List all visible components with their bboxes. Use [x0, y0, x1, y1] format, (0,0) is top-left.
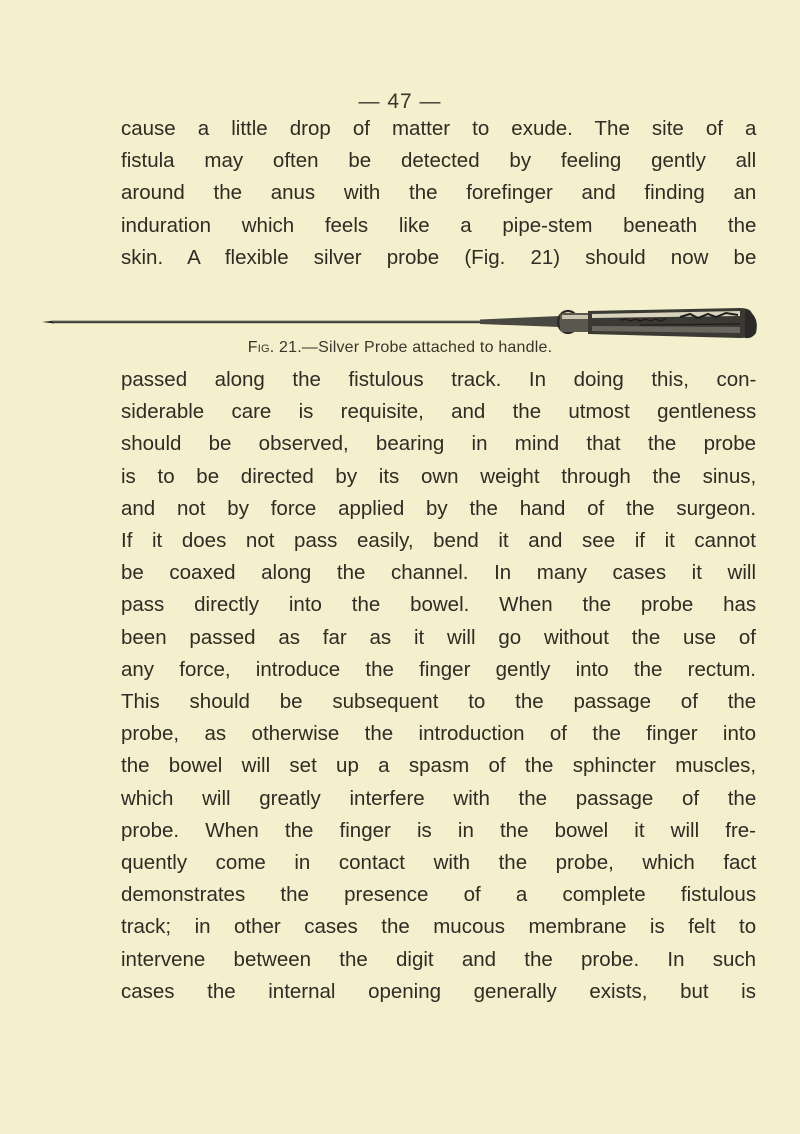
text-line: probe. When the finger is in the bowel it will fre-: [121, 818, 756, 842]
figure-caption-text: —Silver Probe attached to handle.: [301, 339, 553, 356]
text-line: track; in other cases the mucous membrane is felt to: [121, 915, 757, 939]
paragraph-1: [121, 113, 756, 274]
text-line: pass directly into the bowel. When the probe has: [121, 593, 757, 617]
text-line: passed along the fistulous track. In doing this, con-: [121, 368, 757, 391]
text-line: cases the internal opening generally exists, but is: [121, 979, 756, 1003]
text-line: the bowel will set up a spasm of the sphincter muscles,: [121, 754, 757, 778]
text-line: demonstrates the presence of a complete fistulous: [121, 883, 757, 907]
figure-label: Fig. 21.: [247, 339, 302, 356]
text-line: cause a little drop of matter to exude. The site of a: [121, 117, 757, 140]
text-line: is to be directed by its own weight through the sinus,: [121, 464, 757, 488]
page-number: — 47 —: [358, 90, 442, 113]
text-line: any force, introduce the finger gently into the rectum.: [121, 657, 756, 681]
text-line: quently come in contact with the probe, which fact: [121, 851, 757, 875]
text-line: induration which feels like a pipe-stem beneath the: [121, 213, 757, 237]
text-line: and not by force applied by the hand of the surgeon.: [121, 496, 757, 520]
text-line: skin. A flexible silver probe (Fig. 21) should now be: [121, 245, 757, 269]
text-line: probe, as otherwise the introduction of the finger into: [121, 722, 756, 746]
text-line: around the anus with the forefinger and finding an: [121, 181, 757, 205]
text-line: This should be subsequent to the passage of the: [121, 690, 757, 714]
paragraph-2: [121, 364, 756, 1008]
text-line: which will greatly interfere with the passage of the: [121, 786, 757, 810]
text-line: siderable care is requisite, and the utmost gentleness: [121, 400, 757, 424]
figure-caption: [0, 339, 800, 357]
text-line: If it does not pass easily, bend it and see if it cannot: [121, 529, 756, 553]
text-line: should be observed, bearing in mind that the probe: [121, 432, 756, 456]
text-line: been passed as far as it will go without the use of: [121, 625, 756, 649]
text-line: intervene between the digit and the probe. In such: [121, 947, 756, 971]
text-line: fistula may often be detected by feeling gently all: [121, 149, 757, 173]
text-line: be coaxed along the channel. In many cases it will: [121, 561, 756, 585]
